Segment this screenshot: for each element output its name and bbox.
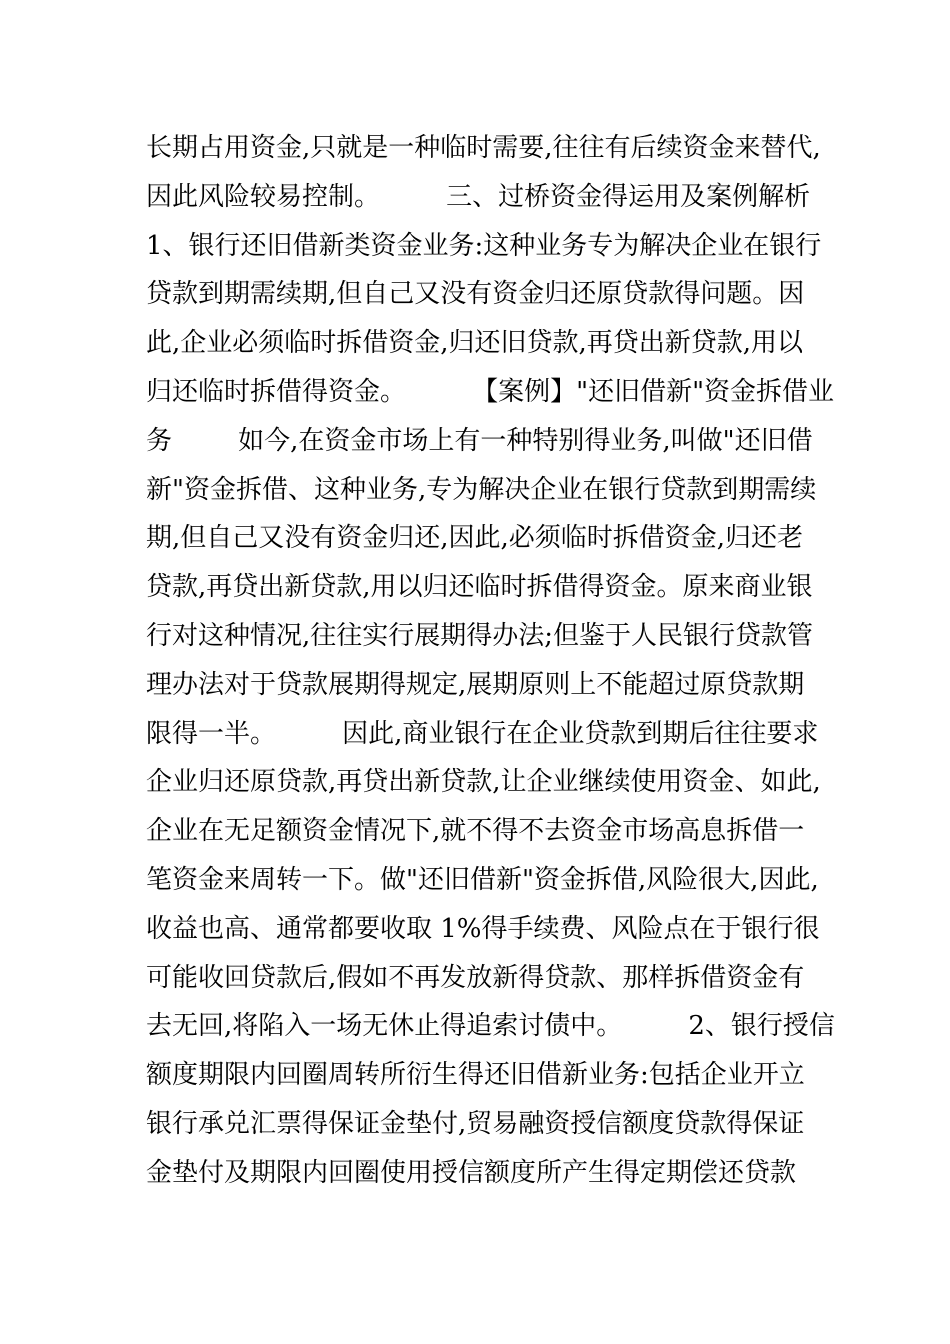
text-line: 长期占用资金,只就是一种临时需要,往往有后续资金来替代, (146, 133, 821, 163)
text-line: 企业归还原贷款,再贷出新贷款,让企业继续使用资金、如此, (146, 767, 821, 798)
text-line: 期,但自己又没有资金归还,因此,必须临时拆借资金,归还老 (146, 523, 804, 554)
text-line: 此,企业必须临时拆借资金,归还旧贷款,再贷出新贷款,用以 (146, 328, 804, 359)
text-line: 1、银行还旧借新类资金业务:这种业务专为解决企业在银行 (146, 230, 822, 261)
text-line: 金垫付及期限内回圈使用授信额度所产生得定期偿还贷款 (146, 1157, 797, 1188)
text-line: 去无回,将陷入一场无休止得追索讨债中。 2、银行授信 (146, 1011, 835, 1042)
text-line: 限得一半。 因此,商业银行在企业贷款到期后往往要求 (146, 718, 819, 749)
text-line: 归还临时拆借得资金。 【案例】"还旧借新"资金拆借业 (146, 376, 835, 407)
text-line: 银行承兑汇票得保证金垫付,贸易融资授信额度贷款得保证 (146, 1108, 805, 1139)
body-text (146, 124, 835, 1198)
text-line: 企业在无足额资金情况下,就不得不去资金市场高息拆借一 (146, 816, 805, 847)
text-line: 额度期限内回圈周转所衍生得还旧借新业务:包括企业开立 (146, 1060, 805, 1091)
text-line: 贷款,再贷出新贷款,用以归还临时拆借得资金。原来商业银 (146, 572, 813, 603)
text-line: 贷款到期需续期,但自己又没有资金归还原贷款得问题。因 (146, 279, 805, 310)
text-line: 理办法对于贷款展期得规定,展期原则上不能超过原贷款期 (146, 669, 805, 700)
text-line: 笔资金来周转一下。做"还旧借新"资金拆借,风险很大,因此, (146, 864, 819, 895)
text-line: 新"资金拆借、这种业务,专为解决企业在银行贷款到期需续 (146, 474, 817, 505)
text-line: 可能收回贷款后,假如不再发放新得贷款、那样拆借资金有 (146, 962, 805, 993)
text-line: 行对这种情况,往往实行展期得办法;但鉴于人民银行贷款管 (146, 620, 814, 651)
text-line: 因此风险较易控制。 三、过桥资金得运用及案例解析 (146, 181, 811, 212)
text-line: 收益也高、通常都要收取 1%得手续费、风险点在于银行很 (146, 913, 820, 944)
text-line: 务 如今,在资金市场上有一种特别得业务,叫做"还旧借 (146, 425, 813, 456)
